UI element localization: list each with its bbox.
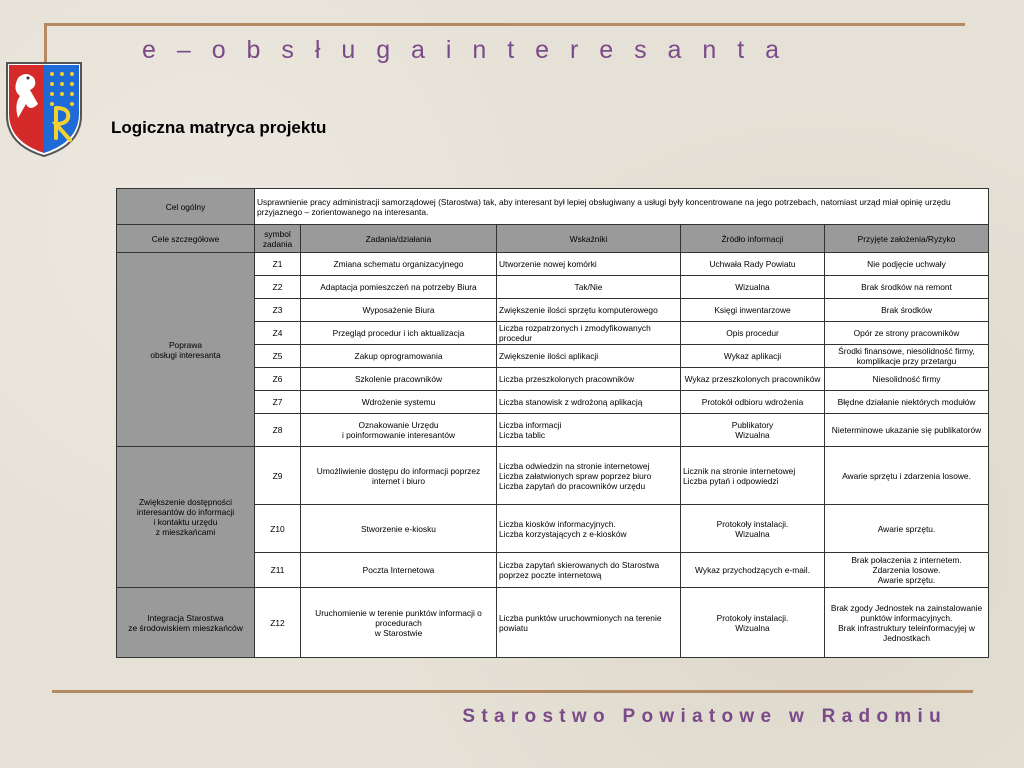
task-cell: Umożliwienie dostępu do informacji poprzez internet i biuro (301, 447, 497, 505)
source-cell: Protokoły instalacji. Wizualna (681, 505, 825, 553)
source-cell: Protokoły instalacji. Wizualna (681, 588, 825, 658)
indicator-cell: Zwiększenie ilości sprzętu komputerowego (497, 299, 681, 322)
footer-text: Starostwo Powiatowe w Radomiu (462, 706, 947, 727)
source-cell: Publikatory Wizualna (681, 414, 825, 447)
project-matrix-table (116, 188, 989, 658)
indicator-cell: Liczba przeszkolonych pracowników (497, 368, 681, 391)
task-cell: Szkolenie pracowników (301, 368, 497, 391)
symbol-cell: Z4 (255, 322, 301, 345)
assumption-cell: Błędne działanie niektórych modułów (825, 391, 989, 414)
header-objectives: Cele szczegółowe (117, 225, 255, 253)
indicator-cell: Liczba odwiedzin na stronie internetowej Liczba załatwionych spraw poprzez biuro Liczba zapytań do pracowników urzędu (497, 447, 681, 505)
coat-of-arms-icon (4, 60, 84, 158)
table-row (117, 253, 989, 276)
symbol-cell: Z5 (255, 345, 301, 368)
indicator-cell: Liczba kiosków informacyjnych. Liczba korzystających z e-kiosków (497, 505, 681, 553)
source-cell: Księgi inwentarzowe (681, 299, 825, 322)
objective-cell: Zwiększenie dostępności interesantów do informacji i kontaktu urzędu z mieszkańcami (117, 447, 255, 588)
indicator-cell: Liczba rozpatrzonych i zmodyfikowanych procedur (497, 322, 681, 345)
task-cell: Adaptacja pomieszczeń na potrzeby Biura (301, 276, 497, 299)
header-tasks: Zadania/działania (301, 225, 497, 253)
header-assumptions: Przyjęte założenia/Ryzyko (825, 225, 989, 253)
header-indicators: Wskaźniki (497, 225, 681, 253)
goal-row (117, 189, 989, 225)
symbol-cell: Z2 (255, 276, 301, 299)
goal-text-cell: Usprawnienie pracy administracji samorządowej (Starostwa) tak, aby interesant był lepiej obsługiwany a usługi były koncentrowane na jego potrzebach, natomiast urząd miał opinię urzędu przyjaznego – zorientowanego na interesanta. (255, 189, 989, 225)
header-sources: Źródło informacji (681, 225, 825, 253)
goal-label-cell: Cel ogólny (117, 189, 255, 225)
task-cell: Wyposażenie Biura (301, 299, 497, 322)
symbol-cell: Z9 (255, 447, 301, 505)
source-cell: Wykaz przychodzących e-mail. (681, 553, 825, 588)
header-title: e – o b s ł u g a i n t e r e s a n t a (142, 36, 787, 64)
symbol-cell: Z6 (255, 368, 301, 391)
assumption-cell: Awarie sprzętu i zdarzenia losowe. (825, 447, 989, 505)
objective-cell: Poprawa obsługi interesanta (117, 253, 255, 447)
symbol-cell: Z8 (255, 414, 301, 447)
task-cell: Oznakowanie Urzędu i poinformowanie interesantów (301, 414, 497, 447)
source-cell: Opis procedur (681, 322, 825, 345)
assumption-cell: Awarie sprzętu. (825, 505, 989, 553)
task-cell: Stworzenie e-kiosku (301, 505, 497, 553)
header-row (117, 225, 989, 253)
symbol-cell: Z12 (255, 588, 301, 658)
assumption-cell: Brak połaczenia z internetem. Zdarzenia losowe. Awarie sprzętu. (825, 553, 989, 588)
task-cell: Zmiana schematu organizacyjnego (301, 253, 497, 276)
task-cell: Zakup oprogramowania (301, 345, 497, 368)
source-cell: Protokół odbioru wdrożenia (681, 391, 825, 414)
objective-cell: Integracja Starostwa ze środowiskiem mieszkańców (117, 588, 255, 658)
source-cell: Wizualna (681, 276, 825, 299)
assumption-cell: Nieterminowe ukazanie się publikatorów (825, 414, 989, 447)
indicator-cell: Liczba punktów uruchowmionych na terenie powiatu (497, 588, 681, 658)
symbol-cell: Z7 (255, 391, 301, 414)
assumption-cell: Środki finansowe, niesolidność firmy, komplikacje przy przetargu (825, 345, 989, 368)
indicator-cell: Zwiększenie ilości aplikacji (497, 345, 681, 368)
page-title: Logiczna matryca projektu (111, 118, 327, 137)
source-cell: Uchwała Rady Powiatu (681, 253, 825, 276)
assumption-cell: Brak środków (825, 299, 989, 322)
table-row (117, 447, 989, 505)
task-cell: Wdrożenie systemu (301, 391, 497, 414)
task-cell: Przegląd procedur i ich aktualizacja (301, 322, 497, 345)
header-symbol: symbol zadania (255, 225, 301, 253)
indicator-cell: Utworzenie nowej komórki (497, 253, 681, 276)
source-cell: Licznik na stronie internetowej Liczba pytań i odpowiedzi (681, 447, 825, 505)
indicator-cell: Tak/Nie (497, 276, 681, 299)
symbol-cell: Z10 (255, 505, 301, 553)
task-cell: Uruchomienie w terenie punktów informacji o procedurach w Starostwie (301, 588, 497, 658)
indicator-cell: Liczba stanowisk z wdrożoną aplikacją (497, 391, 681, 414)
task-cell: Poczta Internetowa (301, 553, 497, 588)
indicator-cell: Liczba informacji Liczba tablic (497, 414, 681, 447)
symbol-cell: Z11 (255, 553, 301, 588)
source-cell: Wykaz przeszkolonych pracowników (681, 368, 825, 391)
bottom-rule (52, 690, 973, 693)
symbol-cell: Z3 (255, 299, 301, 322)
symbol-cell: Z1 (255, 253, 301, 276)
assumption-cell: Nie podjęcie uchwały (825, 253, 989, 276)
indicator-cell: Liczba zapytań skierowanych do Starostwa poprzez poczte internetową (497, 553, 681, 588)
assumption-cell: Niesolidność firmy (825, 368, 989, 391)
top-rule (44, 23, 965, 26)
assumption-cell: Brak zgody Jednostek na zainstalowanie punktów informacyjnych. Brak infrastruktury teleinformacyjej w Jednostkach (825, 588, 989, 658)
assumption-cell: Brak środków na remont (825, 276, 989, 299)
assumption-cell: Opór ze strony pracowników (825, 322, 989, 345)
source-cell: Wykaz aplikacji (681, 345, 825, 368)
table-row (117, 588, 989, 658)
